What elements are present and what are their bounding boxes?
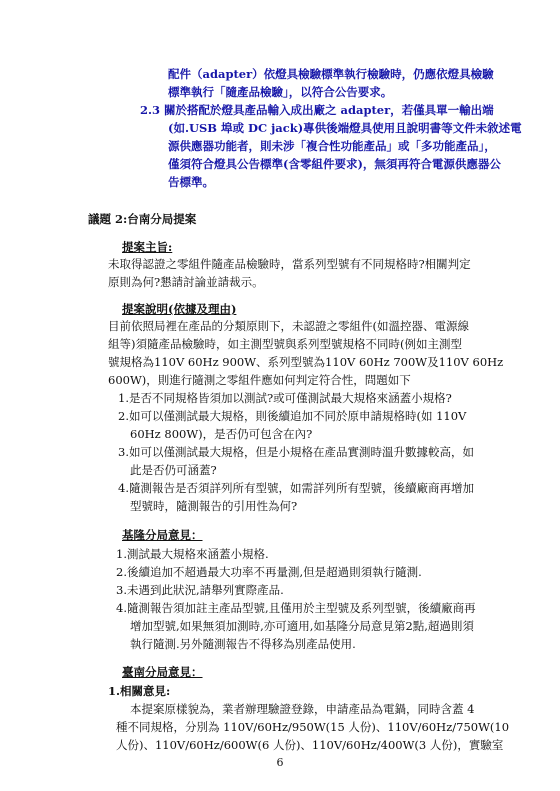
text-line: 2.如可以僅測試最大規格，則後續追加不同於原申請規格時(如 110V (118, 409, 467, 423)
text-line: 種不同規格，分別為 110V/60Hz/950W(15 人份)、110V/60Hz/750W(10 (116, 720, 510, 734)
text-line: 目前依照局裡在產品的分類原則下，未認證之零組件(如溫控器、電源線 (108, 319, 469, 333)
text-line: 僅須符合燈具公告標準(含零組件要求)，無須再符合電源供應器公 (168, 157, 501, 171)
text-line: 人份)、110V/60Hz/600W(6 人份)、110V/60Hz/400W(3 人份)，實驗室 (116, 738, 504, 752)
text-line: 本提案原樣貌為，業者辦理驗證登錄，申請產品為電鍋，同時含蓋 4 (130, 702, 475, 716)
text-line: 執行隨測.另外隨測報告不得移為別產品使用. (130, 637, 356, 651)
text-line: 3.如可以僅測試最大規格，但是小規格在產品實測時溫升數據較高，如 (118, 445, 474, 459)
text-line: 號規格為110V 60Hz 900W、系列型號為110V 60Hz 700W及110V 60Hz (108, 355, 504, 369)
keelung-heading: 基隆分局意見： (122, 528, 203, 542)
text-line: 源供應器功能者，則未涉「複合性功能產品」或「多功能產品」， (168, 139, 496, 153)
text-line: 增加型號,如果無須加測時,亦可適用,如基隆分局意見第2點,超過則須 (130, 619, 474, 633)
text-line: (如.USB 埠或 DC jack)專供後端燈具使用且說明書等文件未敘述電 (168, 121, 522, 135)
subject-heading: 提案主旨: (122, 240, 173, 254)
text-line: 配件（adapter）依燈具檢驗標準執行檢驗時，仍應依燈具檢驗 (168, 67, 494, 81)
explain-heading: 提案說明(依據及理由) (122, 302, 237, 316)
text-line: 4.隨測報告是否須詳列所有型號，如需詳列所有型號，後續廠商再增加 (118, 481, 474, 495)
text-line: 2.3 關於搭配於燈具產品輸入成出廠之 adapter，若僅具單一輸出端 (140, 103, 494, 117)
text-line: 此是否仍可涵蓋? (130, 463, 217, 477)
text-line: 原則為何?懇請討論並請裁示。 (108, 275, 264, 289)
text-line: 600W)，則進行隨測之零組件應如何判定符合性，問題如下 (108, 373, 411, 387)
text-line: 標準執行「隨產品檢驗」，以符合公告要求。 (168, 85, 393, 99)
text-line: 1.是否不同規格皆須加以測試?或可僅測試最大規格來涵蓋小規格? (118, 391, 452, 405)
page-number: 6 (276, 756, 284, 769)
text-line: 60Hz 800W)，是否仍可包含在內? (130, 427, 313, 441)
tainan-subheading: 1.相關意見: (108, 684, 171, 698)
text-line: 未取得認證之零組件隨產品檢驗時，當系列型號有不同規格時?相關判定 (108, 257, 471, 271)
text-line: 告標準。 (168, 175, 214, 189)
text-line: 組等)須隨產品檢驗時，如主測型號與系列型號規格不同時(例如主測型 (108, 337, 462, 351)
text-line: 1.測試最大規格來涵蓋小規格. (116, 547, 269, 561)
topic-title: 議題 2:台南分局提案 (88, 212, 197, 226)
text-line: 3.未遇到此狀況,請舉列實際產品. (116, 583, 284, 597)
text-line: 4.隨測報告須加註主產品型號,且僅用於主型號及系列型號，後續廠商再 (116, 601, 476, 615)
text-line: 2.後續追加不超過最大功率不再量測,但是超過則須執行隨測. (116, 565, 422, 579)
text-line: 型號時，隨測報告的引用性為何? (130, 499, 298, 513)
tainan-heading: 臺南分局意見： (122, 665, 203, 679)
